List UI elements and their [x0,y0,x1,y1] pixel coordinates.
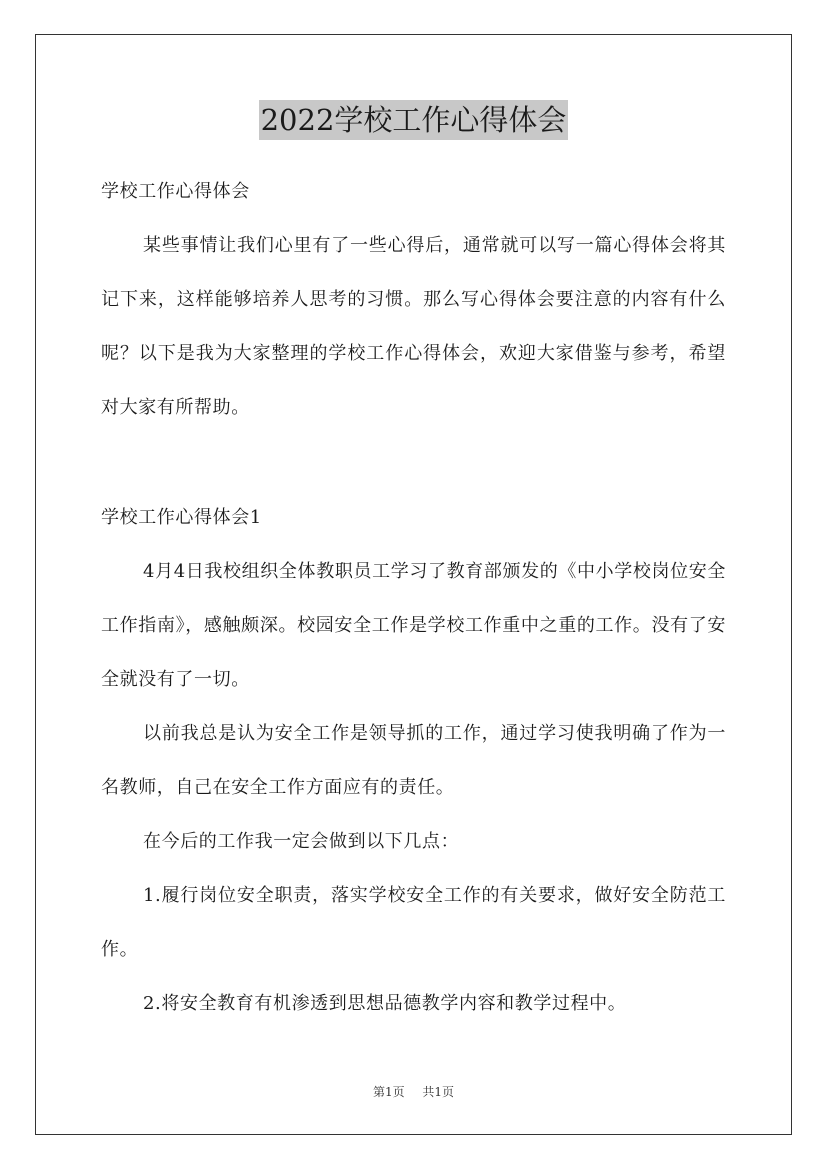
intro-text: 某些事情让我们心里有了一些心得后，通常就可以写一篇心得体会将其记下来，这样能够培养人思考的习惯。那么写心得体会要注意的内容有什么呢？以下是我为大家整理的学校工作心得体会，欢迎大家借鉴与参考，希望对大家有所帮助。 [101,235,726,418]
body-paragraph-2: 以前我总是认为安全工作是领导抓的工作，通过学习使我明确了作为一名教师，自己在安全工作方面应有的责任。 [101,723,726,798]
page-total: 共1页 [422,1085,454,1099]
document-title: 2022学校工作心得体会 [259,100,569,140]
body-paragraph-5: 2.将安全教育有机渗透到思想品德教学内容和教学过程中。 [143,993,627,1014]
page-footer [0,1083,827,1100]
subtitle-text: 学校工作心得体会 [101,181,250,202]
section-heading [101,491,726,545]
page-number: 第1页 [373,1085,405,1099]
body-paragraph-1: 4月4日我校组织全体教职员工学习了教育部颁发的《中小学校岗位安全工作指南》，感触颇深。校园安全工作是学校工作重中之重的工作。没有了安全就没有了一切。 [101,561,726,690]
section-heading-text: 学校工作心得体会1 [101,507,262,528]
body-paragraph-3: 在今后的工作我一定会做到以下几点： [143,831,460,852]
section-body [101,545,726,1031]
document-title-container [0,100,827,140]
intro-paragraph [101,219,726,435]
body-paragraph-4: 1.履行岗位安全职责，落实学校安全工作的有关要求，做好安全防范工作。 [101,885,726,960]
document-subtitle [101,165,726,219]
